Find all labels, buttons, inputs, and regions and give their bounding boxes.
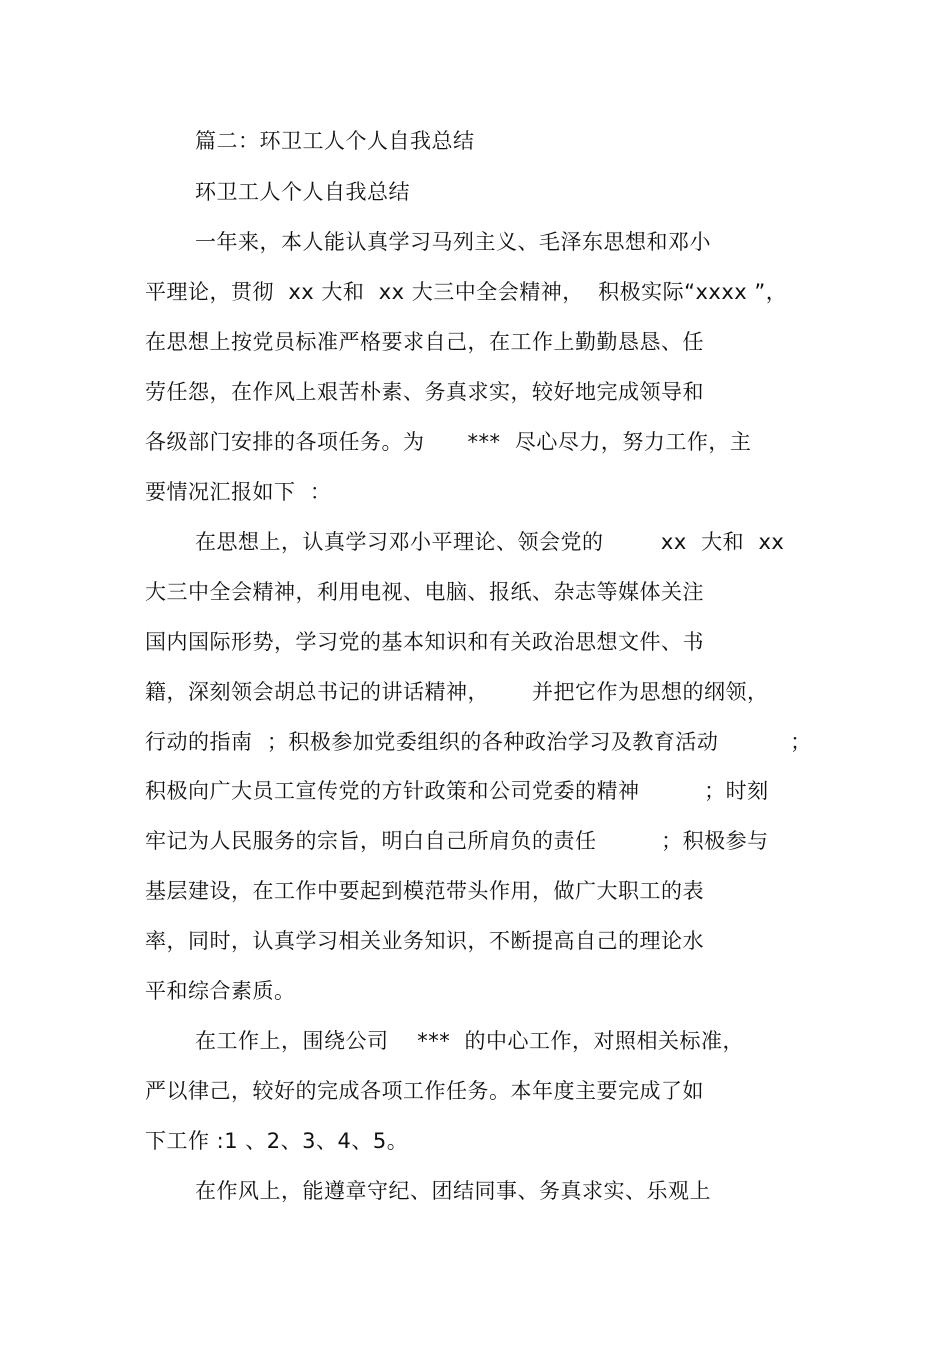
body-line-16: 平和综合素质。 xyxy=(145,979,296,1003)
document-title: 环卫工人个人自我总结 xyxy=(195,180,410,204)
body-line-19: 下工作 :1 、2、3、4、5。 xyxy=(145,1129,409,1153)
body-line-18: 严以律己，较好的完成各项工作任务。本年度主要完成了如 xyxy=(145,1079,704,1103)
body-line-8: 大三中全会精神，利用电视、电脑、报纸、杂志等媒体关注 xyxy=(145,580,704,604)
body-line-7: 在思想上，认真学习邓小平理论、领会党的 xx 大和 xx xyxy=(195,530,785,554)
body-line-12: 积极向广大员工宣传党的方针政策和公司党委的精神 ；时刻 xyxy=(145,779,769,803)
body-line-11: 行动的指南 ；积极参加党委组织的各种政治学习及教育活动 ； xyxy=(145,730,812,754)
body-line-6: 要情况汇报如下 ： xyxy=(145,480,332,504)
body-line-15: 率，同时，认真学习相关业务知识，不断提高自己的理论水 xyxy=(145,929,704,953)
body-line-1: 一年来，本人能认真学习马列主义、毛泽东思想和邓小 xyxy=(195,230,711,254)
body-line-13: 牢记为人民服务的宗旨，明白自己所肩负的责任 ；积极参与 xyxy=(145,829,769,853)
body-line-10: 籍，深刻领会胡总书记的讲话精神， 并把它作为思想的纲领， xyxy=(145,680,769,704)
section-heading: 篇二：环卫工人个人自我总结 xyxy=(195,129,475,153)
body-line-20: 在作风上，能遵章守纪、团结同事、务真求实、乐观上 xyxy=(195,1179,711,1203)
body-line-14: 基层建设，在工作中要起到模范带头作用，做广大职工的表 xyxy=(145,879,704,903)
body-line-5: 各级部门安排的各项任务。为 *** 尽心尽力，努力工作，主 xyxy=(145,430,752,454)
body-line-3: 在思想上按党员标准严格要求自己，在工作上勤勤恳恳、任 xyxy=(145,330,704,354)
body-line-4: 劳任怨，在作风上艰苦朴素、务真求实，较好地完成领导和 xyxy=(145,380,704,404)
body-line-9: 国内国际形势，学习党的基本知识和有关政治思想文件、书 xyxy=(145,630,704,654)
body-line-2: 平理论，贯彻 xx 大和 xx 大三中全会精神， 积极实际“xxxx ”， xyxy=(145,280,788,304)
body-line-17: 在工作上，围绕公司 *** 的中心工作，对照相关标准， xyxy=(195,1029,745,1053)
